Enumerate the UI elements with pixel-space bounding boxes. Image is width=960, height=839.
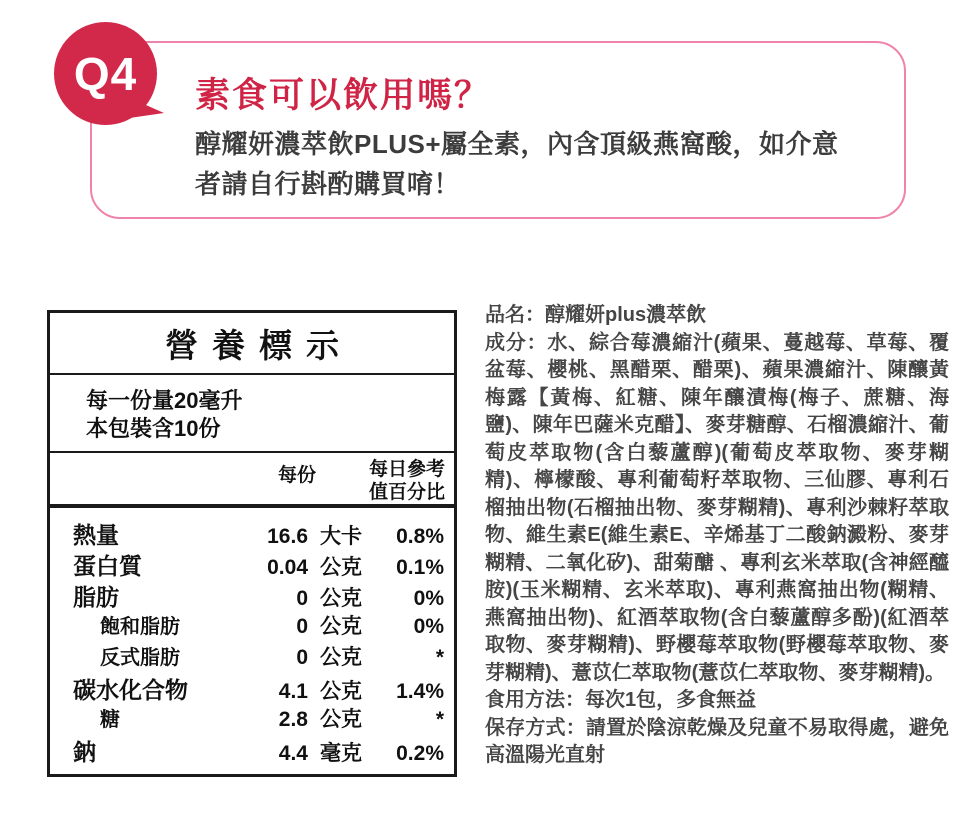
table-row bbox=[73, 703, 444, 734]
nutrient-value: 0 bbox=[296, 587, 308, 610]
usage-value: 每次1包，多食無益 bbox=[585, 689, 757, 711]
product-name-label: 品名： bbox=[485, 304, 545, 326]
nutrient-name: 飽和脂肪 bbox=[100, 616, 180, 638]
nutrient-unit: 毫克 bbox=[320, 742, 362, 765]
table-row bbox=[73, 734, 444, 765]
nutrient-daily: 1.4% bbox=[396, 680, 444, 703]
nutrient-name: 反式脂肪 bbox=[100, 647, 180, 669]
ingredients-label: 成分： bbox=[485, 331, 548, 354]
nutrient-unit: 公克 bbox=[320, 680, 362, 703]
nutrient-unit: 公克 bbox=[320, 587, 362, 610]
nutrition-title: 營養標示 bbox=[50, 313, 454, 375]
nutrient-daily: 0% bbox=[413, 587, 444, 610]
table-row bbox=[73, 548, 444, 579]
servings-per-pack: 本包裝含10份 bbox=[86, 416, 221, 441]
product-name-line bbox=[485, 302, 949, 330]
table-row bbox=[73, 517, 444, 548]
nutrient-unit: 公克 bbox=[320, 615, 362, 638]
nutrient-daily: * bbox=[435, 708, 444, 731]
usage-label: 食用方法： bbox=[485, 689, 585, 711]
nutrient-value: 4.1 bbox=[278, 680, 308, 703]
nutrient-unit: 公克 bbox=[320, 646, 362, 669]
serving-info bbox=[50, 375, 454, 453]
storage-line bbox=[485, 715, 949, 770]
column-daily-value: 每日參考 值百分比 bbox=[368, 459, 445, 503]
nutrient-value: 0 bbox=[296, 646, 308, 669]
nutrient-name: 鈉 bbox=[73, 739, 96, 765]
question-answer: 醇耀妍濃萃飲PLUS+屬全素，內含頂級燕窩酸，如介意者請自行斟酌購買唷！ bbox=[195, 129, 839, 199]
nutrition-rows bbox=[50, 508, 454, 765]
question-title: 素食可以飲用嗎？ bbox=[195, 76, 492, 115]
product-name-value: 醇耀妍plus濃萃飲 bbox=[545, 304, 707, 326]
nutrient-value: 2.8 bbox=[278, 708, 308, 731]
nutrient-daily: 0.8% bbox=[396, 525, 444, 548]
nutrient-value: 0 bbox=[296, 615, 308, 638]
nutrition-table bbox=[47, 310, 457, 777]
nutrient-name: 熱量 bbox=[73, 522, 119, 548]
table-row bbox=[73, 672, 444, 703]
storage-value: 請置於陰涼乾燥及兒童不易取得處，避免高溫陽光直射 bbox=[485, 716, 950, 766]
usage-line bbox=[485, 687, 949, 715]
ingredients-line bbox=[485, 330, 949, 688]
nutrient-name: 碳水化合物 bbox=[73, 677, 188, 703]
nutrient-unit: 公克 bbox=[320, 708, 362, 731]
nutrient-value: 4.4 bbox=[278, 742, 308, 765]
nutrient-daily: * bbox=[435, 646, 444, 669]
nutrient-name: 脂肪 bbox=[73, 584, 119, 610]
storage-label: 保存方式： bbox=[485, 716, 586, 739]
nutrient-value: 16.6 bbox=[267, 525, 308, 548]
nutrient-name: 蛋白質 bbox=[73, 553, 142, 579]
product-info bbox=[485, 302, 949, 770]
nutrient-daily: 0.1% bbox=[396, 556, 444, 579]
column-per-serving: 每份 bbox=[278, 465, 317, 486]
nutrient-value: 0.04 bbox=[267, 556, 308, 579]
ingredients-value: 水、綜合莓濃縮汁(蘋果、蔓越莓、草莓、覆盆莓、櫻桃、黑醋栗、醋栗)、蘋果濃縮汁、陳釀黃梅露【黃梅、紅糖、陳年釀漬梅(梅子、蔗糖、海鹽)、陳年巴薩米克醋】、麥芽糖醇、石榴濃縮汁、葡萄皮萃取物(含白藜蘆醇)(葡萄皮萃取物、麥芽糊精)、檸檬酸、專利葡萄籽萃取物、三仙膠、專利石榴抽出物(石榴抽出物、麥芽糊精)、專利沙棘籽萃取物、維生素E(維生素E、辛烯基丁二酸鈉澱粉、麥芽糊精、二氧化矽)、甜菊醣 、專利玄米萃取(含神經醯胺)(玉米糊精、玄米萃取)、專利燕窩抽出物(糊精、燕窩抽出物)、紅酒萃取物(含白藜蘆醇多酚)(紅酒萃取物、麥芽糊精)、野櫻莓萃取物(野櫻莓萃取物、麥芽糊精)、薏苡仁萃取物(薏苡仁萃取物、麥芽糊精)。 bbox=[485, 331, 950, 684]
nutrient-name: 糖 bbox=[100, 709, 120, 731]
table-row bbox=[73, 579, 444, 610]
nutrient-unit: 大卡 bbox=[320, 525, 362, 548]
nutrient-daily: 0% bbox=[413, 615, 444, 638]
table-row bbox=[73, 641, 444, 672]
q4-badge: Q4 bbox=[73, 47, 138, 100]
serving-size: 每一份量20毫升 bbox=[86, 388, 243, 413]
table-row bbox=[73, 610, 444, 641]
nutrition-column-headers bbox=[50, 453, 454, 508]
nutrient-daily: 0.2% bbox=[396, 742, 444, 765]
nutrient-unit: 公克 bbox=[320, 556, 362, 579]
